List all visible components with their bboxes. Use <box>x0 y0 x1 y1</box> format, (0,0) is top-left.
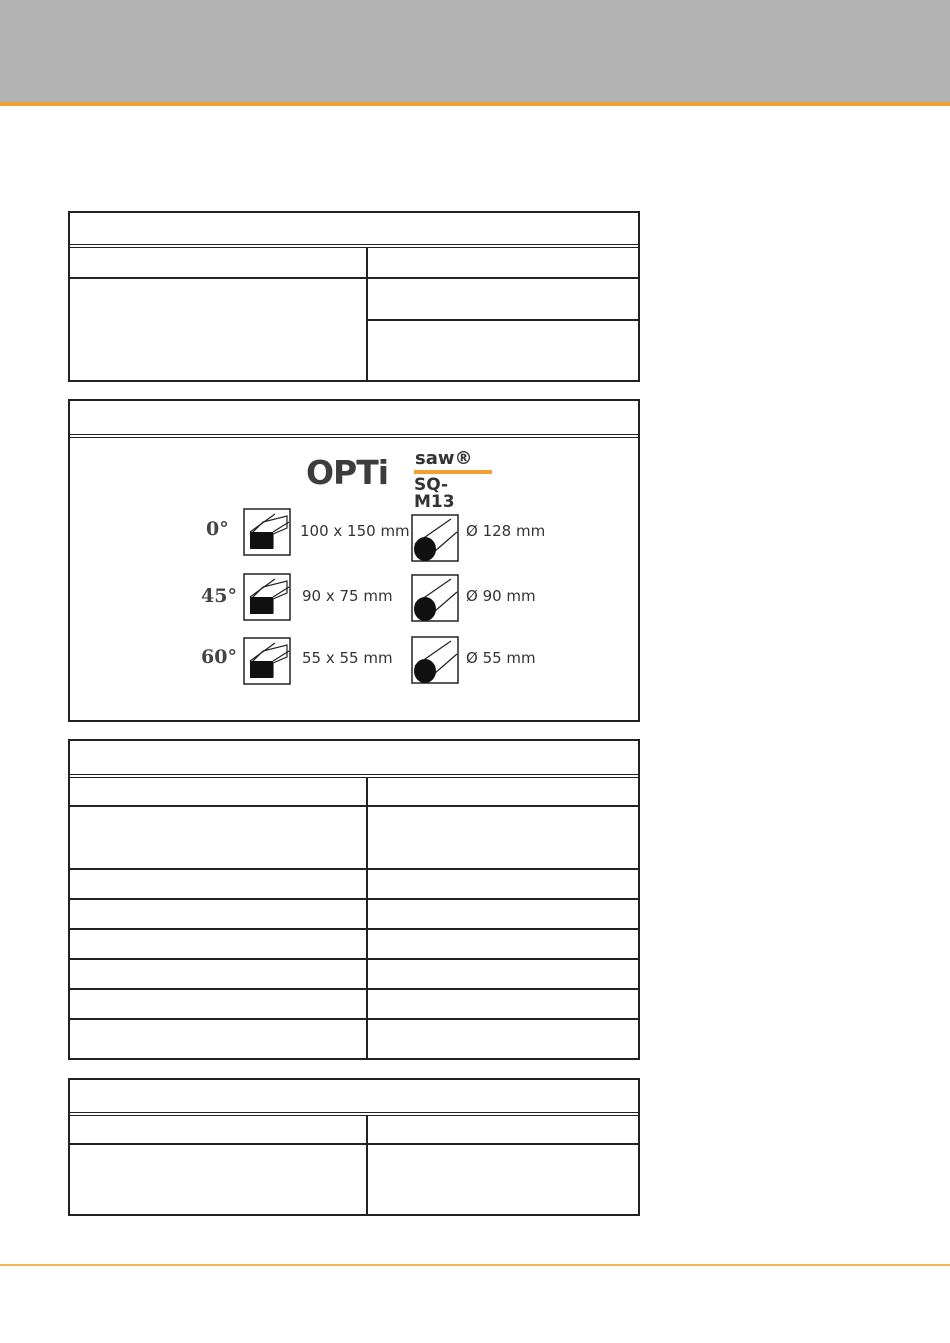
spec-table-1 <box>68 211 640 382</box>
table-row <box>70 1116 638 1145</box>
table-title <box>70 1080 638 1116</box>
table-cell <box>70 870 368 898</box>
table-cell <box>70 248 368 277</box>
round-capacity: Ø 128 mm <box>466 522 546 540</box>
table-cell <box>368 960 638 988</box>
table-row <box>70 1020 638 1058</box>
table-row <box>70 900 638 930</box>
table-cell <box>368 279 638 380</box>
table-cell <box>368 807 638 868</box>
logo-product: saw® <box>415 448 473 469</box>
angle-label: 60° <box>201 646 237 668</box>
table-subcell <box>368 279 638 321</box>
table-cell <box>368 1020 638 1058</box>
rect-capacity: 100 x 150 mm <box>300 522 410 540</box>
angle-label: 0° <box>206 518 229 540</box>
table-cell <box>70 1020 368 1058</box>
table-subcell <box>368 321 638 380</box>
angle-label: 45° <box>201 585 237 607</box>
table-title <box>70 401 638 438</box>
table-cell <box>368 248 638 277</box>
table-row <box>70 1145 638 1214</box>
round-stock-icon <box>411 636 459 684</box>
table-cell <box>70 930 368 958</box>
table-row <box>70 807 638 870</box>
table-cell <box>70 1116 368 1143</box>
logo-accent-bar <box>414 470 492 474</box>
square-stock-icon <box>243 508 291 556</box>
table-title <box>70 213 638 248</box>
table-cell <box>70 960 368 988</box>
logo-model: SQ-M13 <box>414 475 455 512</box>
table-cell <box>70 778 368 805</box>
spec-table-3 <box>68 739 640 1060</box>
capacity-figure <box>70 438 638 718</box>
table-cell <box>70 807 368 868</box>
table-cell <box>70 279 368 380</box>
table-cell <box>368 900 638 928</box>
footer-rule <box>0 1264 950 1266</box>
capacity-table <box>68 399 640 722</box>
round-stock-icon <box>411 514 459 562</box>
table-row <box>70 248 638 279</box>
table-cell <box>368 870 638 898</box>
rect-capacity: 55 x 55 mm <box>302 649 393 667</box>
table-cell <box>70 1145 368 1214</box>
page-header-band <box>0 0 950 106</box>
logo-brand: OPTi <box>306 453 389 492</box>
table-cell <box>70 900 368 928</box>
square-stock-icon <box>243 637 291 685</box>
square-stock-icon <box>243 573 291 621</box>
round-stock-icon <box>411 574 459 622</box>
table-row <box>70 960 638 990</box>
table-cell <box>368 1145 638 1214</box>
table-row <box>70 279 638 380</box>
table-row <box>70 778 638 807</box>
table-cell <box>368 930 638 958</box>
table-title <box>70 741 638 778</box>
round-capacity: Ø 90 mm <box>466 587 536 605</box>
rect-capacity: 90 x 75 mm <box>302 587 393 605</box>
table-cell <box>368 990 638 1018</box>
spec-table-4 <box>68 1078 640 1216</box>
round-capacity: Ø 55 mm <box>466 649 536 667</box>
table-cell <box>368 778 638 805</box>
table-row <box>70 990 638 1020</box>
table-row <box>70 870 638 900</box>
table-cell <box>70 990 368 1018</box>
table-cell <box>368 1116 638 1143</box>
table-row <box>70 930 638 960</box>
